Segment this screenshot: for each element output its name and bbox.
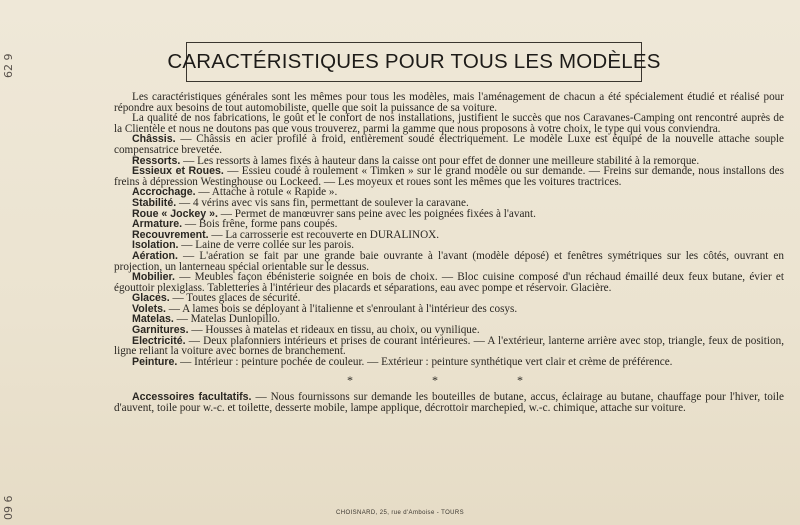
feature-term: Stabilité. (132, 196, 177, 209)
feature-text: — Attache à rotule « Rapide ». (195, 186, 338, 199)
feature-text: — Toutes glaces de sécurité. (169, 292, 301, 305)
printer-footer: CHOISNARD, 25, rue d'Amboise - TOURS (335, 510, 465, 516)
feature-item (114, 134, 784, 155)
accessories-paragraph (114, 392, 784, 413)
intro-paragraph: La qualité de nos fabrications, le goût et le confort de nos installations, justifient le succès que nos Caravanes-Camping ont rencontré auprès de la Clientèle et nous ne doutons pas que vous trouverez, parmi la gamme que nous proposons à votre choix, le type qui vous conviendra. (114, 112, 784, 135)
feature-term: Aération. (132, 249, 178, 262)
feature-term: Peinture. (132, 355, 178, 368)
feature-term: Châssis. (132, 133, 176, 146)
feature-term: Electricité. (132, 334, 186, 347)
feature-text: — Housses à matelas et rideaux en tissu, au choix, ou vynilique. (188, 324, 480, 337)
feature-term: Accrochage. (132, 186, 196, 199)
feature-text: — Permet de manœuvrer sans peine avec les poignées fixées à l'avant. (217, 207, 536, 220)
feature-term: Volets. (132, 302, 166, 315)
features-list (114, 134, 784, 367)
feature-term: Glaces. (132, 292, 170, 305)
section-separator: * * * (347, 373, 561, 388)
feature-term: Armature. (132, 218, 183, 231)
feature-term: Ressorts. (132, 154, 181, 167)
feature-text: — Deux plafonniers intérieurs et prises de courant intérieures. — A l'extérieur, lanterne arrière avec stop, triangle, feux de position, ligne reliant la voiture avec bornes de branchement. (114, 334, 784, 358)
feature-term: Essieux et Roues. (132, 165, 224, 178)
feature-item (114, 272, 784, 293)
feature-text: — Intérieur : peinture pochée de couleur. — Extérieur : peinture synthétique vert clair et crème de préférence. (177, 355, 673, 368)
feature-item (114, 166, 784, 187)
feature-item (114, 336, 784, 357)
feature-text: — A lames bois se déployant à l'italienne et s'enroulant à l'intérieur des cosys. (165, 302, 518, 315)
feature-term: Accessoires facultatifs. (132, 391, 252, 404)
feature-term: Roue « Jockey ». (132, 207, 218, 220)
feature-text: — Nous fournissons sur demande les bouteilles de butane, accus, éclairage au butane, chauffage pour l'hiver, toile d'auvent, toile pour w.-c. et toilette, desserte mobile, lampe applique, décrottoir marchepied, w.-c. chimique, attache sur voiture. (114, 391, 784, 414)
feature-text: — La carrosserie est recouverte en DURALINOX. (208, 228, 440, 241)
feature-term: Matelas. (132, 313, 174, 326)
feature-text: — Laine de verre collée sur les parois. (178, 239, 355, 252)
feature-text: — Bois frêne, forme pans coupés. (182, 218, 338, 231)
feature-text: — L'aération se fait par une grande baie ouvrante à l'avant (modèle déposé) et fenêtres symétriques sur les côtés, ouvrant en projection, un lanterneau spécial orientable sur le dessus. (114, 249, 784, 273)
feature-text: — Les ressorts à lames fixés à hauteur dans la caisse ont pour effet de donner une meilleure stabilité à la remorque. (180, 154, 700, 167)
feature-term: Isolation. (132, 239, 179, 252)
feature-term: Garnitures. (132, 324, 189, 337)
feature-text: — Matelas Dunlopillo. (173, 313, 281, 326)
intro-paragraph: Les caractéristiques générales sont les mêmes pour tous les modèles, mais l'aménagement de chacun a été spécialement étudié et réalisé pour répondre aux besoins de tout automobiliste, quelle que soit la puissance de sa voiture. (114, 91, 784, 114)
feature-term: Mobilier. (132, 271, 175, 284)
title-box (167, 42, 661, 82)
feature-text: — 4 vérins avec vis sans fin, permettant de soulever la caravane. (176, 196, 469, 209)
document-body (114, 92, 784, 413)
handwritten-margin-note-top: 62 9 (2, 53, 15, 78)
feature-item (114, 251, 784, 272)
feature-text: — Châssis en acier profilé à froid, entièrement soudé électriquement. Le modèle Luxe est équipé de la nouvelle attache souple compensatrice brevetée. (114, 133, 784, 156)
feature-text: — Meubles façon ébénisterie soignée en bois de choix. — Bloc cuisine composé d'un réchaud émaillé deux feux butane, évier et égouttoir plexiglass. Tabletteries à l'intérieur des placards et séparations, eau avec pompe et réservoir. Glacière. (114, 271, 784, 294)
feature-text: — Essieu coudé à roulement « Timken » sur le grand modèle ou sur demande. — Freins sur demande, nous installons des freins à dépression Westinghouse ou Lockeed. — Les moyeux et roues sont les mêmes que les voitures tractrices. (114, 165, 784, 188)
page-title: CARACTÉRISTIQUES POUR TOUS LES MODÈLES (167, 50, 661, 73)
feature-item (114, 357, 784, 368)
handwritten-margin-note-bottom: 09 6 (2, 495, 15, 520)
feature-term: Recouvrement. (132, 228, 209, 241)
